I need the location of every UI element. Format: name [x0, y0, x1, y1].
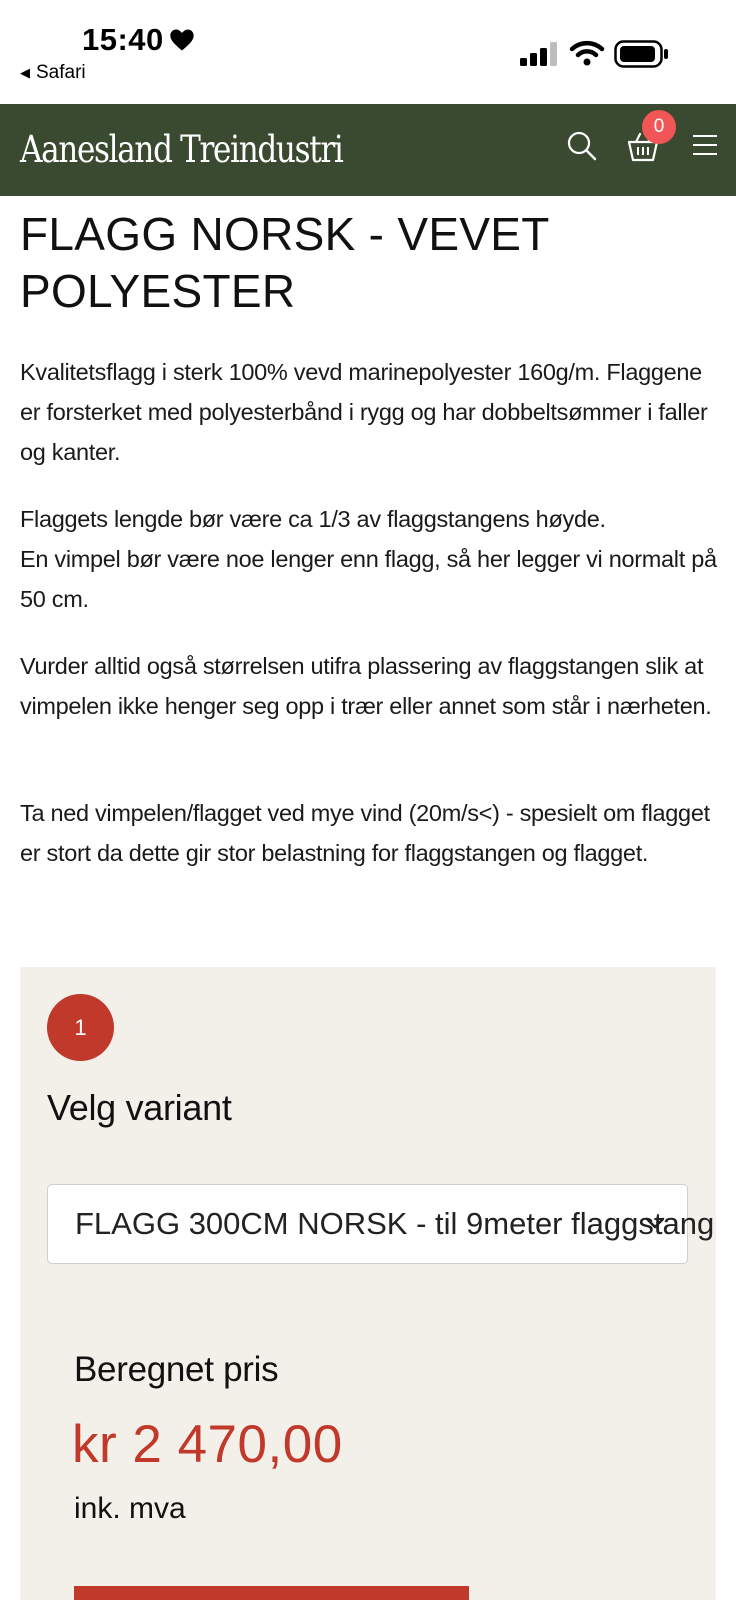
site-logo[interactable]: Aanesland Treindustri	[20, 128, 343, 171]
back-arrow-icon: ◀	[20, 65, 30, 80]
size-guideline-text: Flaggets lengde bør være ca 1/3 av flaggstangens høyde.	[20, 506, 606, 532]
search-icon[interactable]	[566, 130, 598, 162]
variant-heading: Velg variant	[47, 1087, 232, 1128]
back-label: Safari	[36, 62, 86, 83]
product-description-size	[20, 499, 720, 619]
wifi-icon	[570, 40, 604, 66]
back-to-safari[interactable]	[20, 62, 86, 84]
status-bar	[0, 0, 736, 104]
step-number-badge: 1	[47, 994, 114, 1061]
cart-count-badge[interactable]: 0	[642, 110, 676, 144]
vat-note: ink. mva	[74, 1492, 186, 1525]
status-time: 15:40	[82, 22, 164, 57]
price-value: kr 2 470,00	[72, 1415, 343, 1474]
cellular-signal-icon	[520, 42, 558, 66]
battery-icon	[614, 40, 670, 68]
variant-selected-value: FLAGG 300CM NORSK - til 9meter flaggstang	[75, 1206, 715, 1241]
heart-icon	[168, 26, 196, 54]
menu-icon[interactable]	[692, 134, 718, 156]
product-description-placement: Vurder alltid også størrelsen utifra plassering av flaggstangen slik at vimpelen ikke henger seg opp i trær eller annet som står i nærheten.	[20, 653, 712, 719]
add-to-cart-button[interactable]	[74, 1586, 469, 1600]
product-description-quality: Kvalitetsflagg i sterk 100% vevd marinepolyester 160g/m. Flaggene er forsterket med polyesterbånd i rygg og har dobbeltsømmer i faller og kanter.	[20, 359, 708, 465]
chevron-down-icon	[644, 1215, 666, 1231]
price-label: Beregnet pris	[74, 1350, 279, 1389]
product-title: FLAGG NORSK - VEVET POLYESTER	[20, 208, 549, 317]
product-description-wind: Ta ned vimpelen/flagget ved mye vind (20m/s<) - spesielt om flagget er stort da dette gir stor belastning for flaggstangen og flagget.	[20, 800, 710, 866]
variant-select[interactable]	[47, 1184, 715, 1264]
pennant-guideline-text: En vimpel bør være noe lenger enn flagg, så her legger vi normalt på 50 cm.	[20, 546, 717, 612]
